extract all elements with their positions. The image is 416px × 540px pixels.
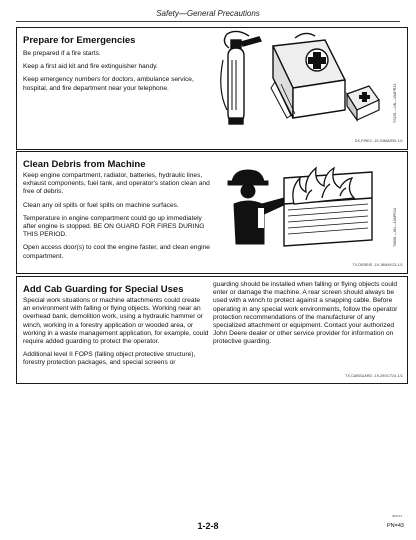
small-first-aid-box-icon (347, 86, 379, 120)
figure-code: TS291 —UN—15APR13 (393, 83, 397, 123)
fire-extinguisher-and-first-aid-kit-illustration (215, 30, 385, 132)
paragraph: Keep engine compartment, radiator, batteries, hydraulic lines, exhaust components, fuel tank, and operator's station clean and free of debris. (23, 172, 210, 196)
section-title: Add Cab Guarding for Special Uses (23, 284, 184, 295)
paragraph: Keep emergency numbers for doctors, ambulance service, hospital, and fire department near your telephone. (23, 76, 194, 92)
page-number: 1-2-8 (197, 521, 219, 531)
paragraph: Keep a first aid kit and fire extinguisher handy. (23, 63, 158, 71)
footer-tiny-code: 060124 (391, 514, 402, 518)
pn-number: PN=43 (387, 523, 404, 529)
section-body (23, 50, 211, 98)
section-title: Clean Debris from Machine (23, 159, 146, 170)
section-body (23, 172, 215, 266)
section-prepare-for-emergencies (16, 27, 408, 150)
section-body-left (23, 297, 209, 373)
paragraph: Clean any oil spills or fuel spills on machine surfaces. (23, 201, 179, 209)
paragraph: Additional level II FOPS (falling object protective structure), forestry protection packages, and special screens or (23, 351, 196, 367)
section-title: Prepare for Emergencies (23, 35, 136, 46)
paragraph: Temperature in engine compartment could go up immediately after engine is stopped. BE ON GUARD FOR FIRES DURING THIS PERIOD. (23, 214, 205, 239)
page-header-title: Safety—General Precautions (156, 9, 260, 18)
section-add-cab-guarding (16, 276, 408, 384)
paragraph: Open access door(s) to cool the engine faster, and clean engine compartment. (23, 244, 210, 260)
section-body-right (213, 281, 401, 352)
section-reference-code: DX,FIRE2 -19-03MAR93-1/1 (354, 139, 403, 143)
fire-extinguisher-icon (221, 31, 261, 124)
figure-code: T6808 —UN—15APR13 (393, 208, 397, 247)
worker-cleaning-debris-illustration (222, 160, 382, 252)
section-clean-debris (16, 151, 408, 274)
paragraph: Special work situations or machine attachments could create an environment with falling or flying objects. Working near an overhead bank, demolition work, using a hydraulic hammer or winch, working in a forestry application or wooded area, or working in a waste management application, for example, could require added guarding to protect the operator. (23, 297, 209, 346)
paragraph: guarding should be installed when falling or flying objects could enter or damage the machine. A rear screen should always be used with a winch to protect against a snapping cable. Before operating in any special work environments, follow the operator protection recommendations of the manufacturer of any specialized attachment or equipment. Contact your authorized John Deere dealer or other service provider for information on protective guarding. (213, 281, 398, 346)
section-reference-code: TX,CABGUARD -19-29OCT24-1/1 (345, 374, 403, 378)
paragraph: Be prepared if a fire starts. (23, 50, 101, 57)
header-rule (16, 21, 400, 22)
section-reference-code: TX,DEBRIS -19-18MAY23-1/1 (352, 263, 403, 267)
first-aid-kit-icon (271, 33, 345, 118)
worker-icon (228, 170, 286, 244)
